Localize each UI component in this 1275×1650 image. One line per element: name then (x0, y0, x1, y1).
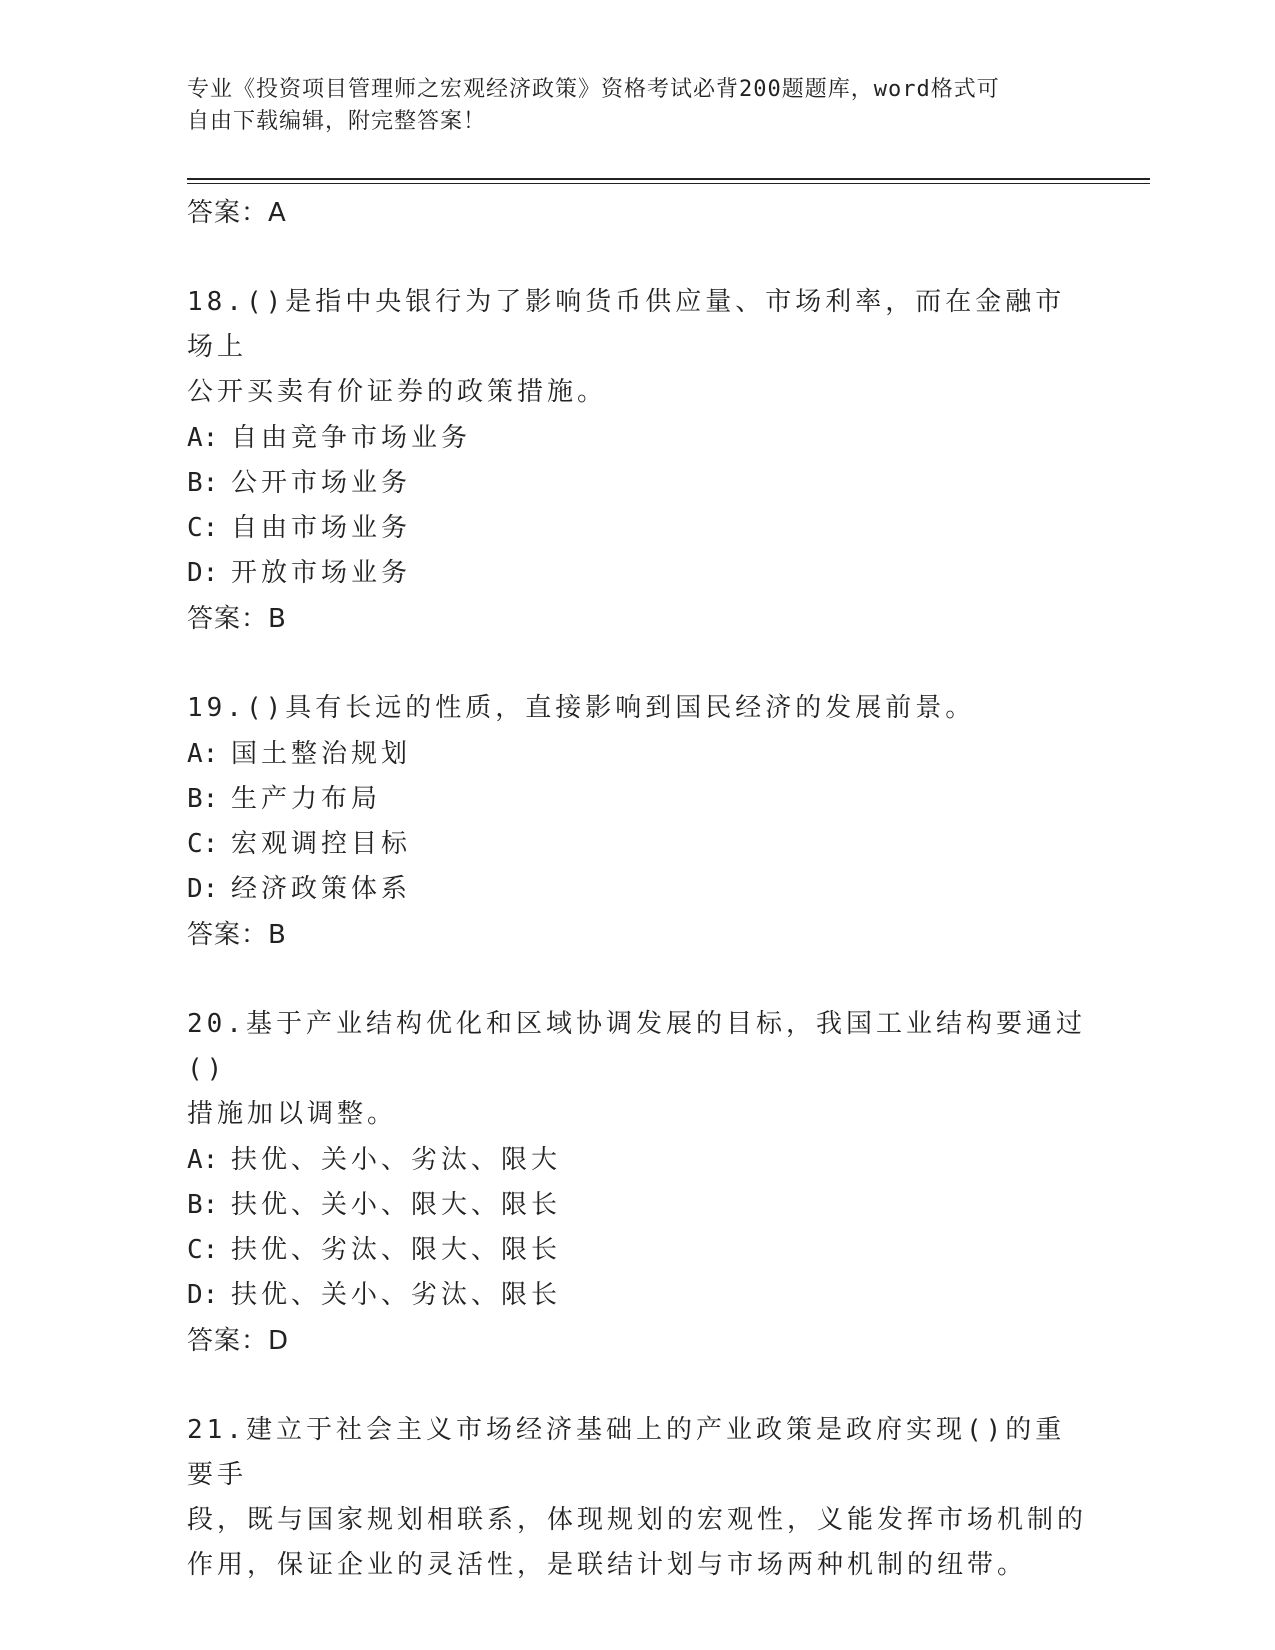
option-d (187, 551, 1087, 596)
question-list (187, 190, 1087, 1589)
option-key: B: (187, 468, 219, 498)
question-block-19 (187, 686, 1087, 958)
question-stem-line: 18.()是指中央银行为了影响货币供应量、市场利率，而在金融市场上 (187, 287, 1066, 362)
option-text: 生产力布局 (231, 784, 382, 814)
answer-value: D (268, 1326, 290, 1356)
option-key: A: (187, 423, 219, 453)
option-key: A: (187, 739, 219, 769)
question-stem-line: 作用，保证企业的灵活性，是联结计划与市场两种机制的纽带。 (187, 1550, 1028, 1580)
answer-value: B (268, 920, 287, 950)
option-text: 自由市场业务 (231, 513, 412, 543)
question-stem-line: 21.建立于社会主义市场经济基础上的产业政策是政府实现()的重要手 (187, 1415, 1066, 1490)
option-key: C: (187, 1235, 219, 1265)
option-text: 公开市场业务 (231, 468, 412, 498)
header-divider-thick (187, 178, 1150, 180)
option-key: B: (187, 1190, 219, 1220)
option-key: D: (187, 558, 219, 588)
question-stem (187, 1408, 1087, 1588)
header-divider-thin (187, 183, 1150, 184)
question-stem-line: 措施加以调整。 (187, 1099, 398, 1129)
option-c (187, 822, 1087, 867)
option-d (187, 867, 1087, 912)
answer-line (187, 912, 1087, 958)
header-line-2: 自由下载编辑，附完整答案！ (187, 109, 487, 134)
option-a (187, 732, 1087, 777)
answer-line (187, 1318, 1087, 1364)
spacer (187, 958, 1087, 1002)
answer-label: 答案： (187, 198, 269, 228)
option-text: 宏观调控目标 (231, 829, 412, 859)
answer-label: 答案： (187, 920, 269, 950)
spacer (187, 1364, 1087, 1408)
option-text: 经济政策体系 (231, 874, 412, 904)
question-stem-line: 段，既与国家规划相联系，体现规划的宏观性，义能发挥市场机制的 (187, 1505, 1088, 1535)
option-text: 扶优、关小、劣汰、限长 (231, 1280, 562, 1310)
question-block-20 (187, 1002, 1087, 1364)
option-c (187, 506, 1087, 551)
question-block-18 (187, 280, 1087, 642)
question-stem-line: 19.()具有长远的性质，直接影响到国民经济的发展前景。 (187, 693, 976, 723)
spacer (187, 642, 1087, 686)
option-text: 国土整治规划 (231, 739, 412, 769)
answer-label: 答案： (187, 1326, 269, 1356)
option-b (187, 461, 1087, 506)
answer-line-previous (187, 190, 1087, 236)
option-text: 扶优、劣汰、限大、限长 (231, 1235, 562, 1265)
option-text: 扶优、关小、限大、限长 (231, 1190, 562, 1220)
answer-label: 答案： (187, 604, 269, 634)
option-text: 开放市场业务 (231, 558, 412, 588)
option-a (187, 416, 1087, 461)
option-d (187, 1273, 1087, 1318)
option-text: 自由竞争市场业务 (231, 423, 472, 453)
question-stem (187, 1002, 1087, 1137)
option-key: C: (187, 513, 219, 543)
option-b (187, 1183, 1087, 1228)
option-key: A: (187, 1145, 219, 1175)
question-stem (187, 686, 1087, 731)
question-stem-line: 20.基于产业结构优化和区域协调发展的目标，我国工业结构要通过() (187, 1009, 1086, 1084)
option-key: D: (187, 1280, 219, 1310)
option-text: 扶优、关小、劣汰、限大 (231, 1145, 562, 1175)
spacer (187, 236, 1087, 280)
answer-value: B (268, 604, 287, 634)
answer-line (187, 596, 1087, 642)
option-a (187, 1138, 1087, 1183)
option-key: C: (187, 829, 219, 859)
question-stem-line: 公开买卖有价证券的政策措施。 (187, 377, 608, 407)
option-c (187, 1228, 1087, 1273)
option-key: B: (187, 784, 219, 814)
header-line-1: 专业《投资项目管理师之宏观经济政策》资格考试必背200题题库，word格式可 (187, 77, 1000, 102)
option-b (187, 777, 1087, 822)
question-stem (187, 280, 1087, 415)
answer-value: A (268, 198, 287, 228)
option-key: D: (187, 874, 219, 904)
document-header (187, 74, 1067, 138)
question-block-21 (187, 1408, 1087, 1588)
